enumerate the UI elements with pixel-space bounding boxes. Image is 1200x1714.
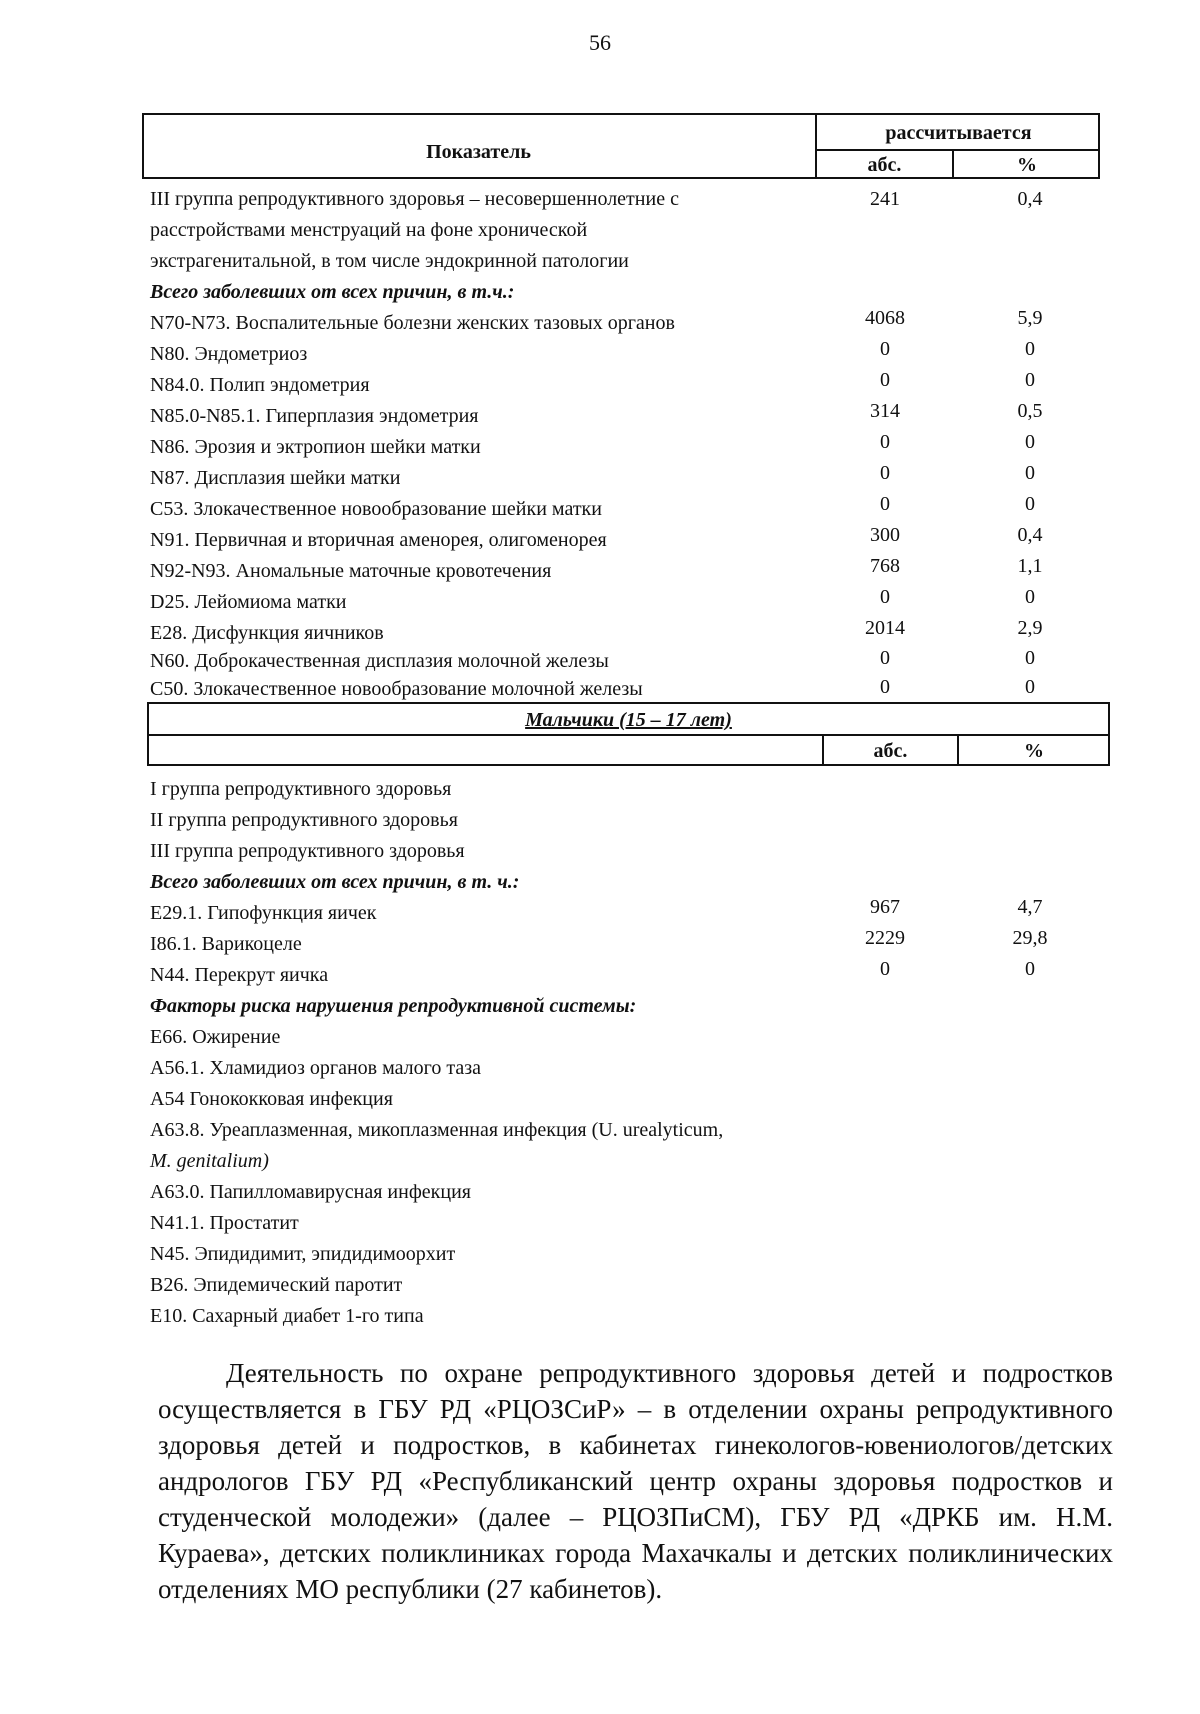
- row-pct: 1,1: [1017, 555, 1043, 577]
- row-section-title: Факторы риска нарушения репродуктивной системы:: [150, 995, 637, 1017]
- row-label: N92-N93. Аномальные маточные кровотечения: [150, 560, 552, 582]
- row-label: N60. Доброкачественная дисплазия молочной железы: [150, 650, 609, 672]
- row-abs: 2229: [865, 927, 905, 949]
- row-label: III группа репродуктивного здоровья: [150, 840, 465, 862]
- row-label: E10. Сахарный диабет 1-го типа: [150, 1305, 424, 1327]
- row-label: A63.8. Уреаплазменная, микоплазменная инфекция (U. urealyticum,: [150, 1119, 724, 1141]
- body-paragraph: Деятельность по охране репродуктивного здоровья детей и подростков осуществляется в ГБУ РД «РЦОЗСиР» – в отделении охраны репродуктивного здоровья детей и подростков, в кабинетах гинекологов-ювениологов/детских андрологов ГБУ РД «Республиканский центр охраны здоровья подростков и студенческой молодежи» (далее – РЦОЗПиСМ), ГБУ РД «ДРКБ им. Н.М. Кураева», детских поликлиниках города Махачкалы и детских поликлинических отделениях МО республики (27 кабинетов).: [158, 1358, 1113, 1604]
- row-label: N41.1. Простатит: [150, 1212, 299, 1234]
- boys-section-title: Мальчики (15 – 17 лет): [525, 709, 732, 731]
- page-number: 56: [589, 30, 611, 55]
- row-abs: 0: [880, 586, 890, 608]
- row-abs: 0: [880, 431, 890, 453]
- row-label: D25. Лейомиома матки: [150, 591, 347, 613]
- row-abs: 314: [870, 400, 900, 422]
- row-label: N80. Эндометриоз: [150, 343, 308, 365]
- row-label: расстройствами менструаций на фоне хронической: [150, 219, 588, 241]
- row-pct: 2,9: [1017, 617, 1043, 639]
- row-pct: 0: [1025, 493, 1035, 515]
- row-pct: 0: [1025, 958, 1035, 980]
- row-label: N84.0. Полип эндометрия: [150, 374, 370, 396]
- row-abs: 2014: [865, 617, 905, 639]
- row-label: C50. Злокачественное новообразование молочной железы: [150, 678, 643, 700]
- column-header-abs: абс.: [867, 154, 902, 176]
- row-label: C53. Злокачественное новообразование шейки матки: [150, 498, 602, 520]
- row-label: A54 Гонококковая инфекция: [150, 1088, 393, 1110]
- row-pct: 4,7: [1017, 896, 1043, 918]
- row-abs: 0: [880, 369, 890, 391]
- row-pct: 0: [1025, 338, 1035, 360]
- row-abs: 967: [870, 896, 900, 918]
- table-header-divider: [815, 149, 1100, 151]
- column-header-calculated: рассчитывается: [885, 122, 1032, 144]
- row-pct: 0,4: [1017, 188, 1043, 210]
- row-pct: 0: [1025, 676, 1035, 698]
- boys-header-divider: [147, 734, 1110, 736]
- row-abs: 241: [870, 188, 900, 210]
- row-abs: 0: [880, 676, 890, 698]
- row-pct: 0,4: [1017, 524, 1043, 546]
- row-label: A56.1. Хламидиоз органов малого таза: [150, 1057, 482, 1079]
- row-pct: 0: [1025, 586, 1035, 608]
- row-label: M. genitalium): [150, 1150, 269, 1172]
- boys-column-abs: абс.: [873, 740, 908, 762]
- row-abs: 0: [880, 647, 890, 669]
- row-label: E66. Ожирение: [150, 1026, 281, 1048]
- row-abs: 0: [880, 958, 890, 980]
- row-abs: 4068: [865, 307, 905, 329]
- row-label: N44. Перекрут яичка: [150, 964, 329, 986]
- row-pct: 0: [1025, 431, 1035, 453]
- row-section-title: Всего заболевших от всех причин, в т. ч.:: [150, 871, 520, 893]
- row-pct: 0: [1025, 369, 1035, 391]
- row-label: E29.1. Гипофункция яичек: [150, 902, 377, 924]
- row-label: A63.0. Папилломавирусная инфекция: [150, 1181, 471, 1203]
- row-label: I группа репродуктивного здоровья: [150, 778, 452, 800]
- row-label: N87. Дисплазия шейки матки: [150, 467, 401, 489]
- row-label: N91. Первичная и вторичная аменорея, олигоменорея: [150, 529, 607, 551]
- row-label: экстрагенитальной, в том числе эндокринной патологии: [150, 250, 629, 272]
- row-label: E28. Дисфункция яичников: [150, 622, 384, 644]
- row-abs: 0: [880, 462, 890, 484]
- row-label: N45. Эпидидимит, эпидидимоорхит: [150, 1243, 456, 1265]
- row-label: N85.0-N85.1. Гиперплазия эндометрия: [150, 405, 479, 427]
- row-label: II группа репродуктивного здоровья: [150, 809, 458, 831]
- row-pct: 5,9: [1017, 307, 1043, 329]
- row-label: N70-N73. Воспалительные болезни женских тазовых органов: [150, 312, 675, 334]
- row-abs: 768: [870, 555, 900, 577]
- column-header-indicator: Показатель: [426, 141, 531, 163]
- column-header-pct: %: [1017, 154, 1037, 176]
- row-pct: 29,8: [1012, 927, 1048, 949]
- boys-column-pct: %: [1024, 740, 1044, 762]
- row-pct: 0,5: [1017, 400, 1043, 422]
- row-label: B26. Эпидемический паротит: [150, 1274, 403, 1296]
- row-section-title: Всего заболевших от всех причин, в т.ч.:: [150, 281, 515, 303]
- row-abs: 300: [870, 524, 900, 546]
- row-pct: 0: [1025, 462, 1035, 484]
- row-pct: 0: [1025, 647, 1035, 669]
- row-label: I86.1. Варикоцеле: [150, 933, 302, 955]
- row-abs: 0: [880, 338, 890, 360]
- row-label: N86. Эрозия и эктропион шейки матки: [150, 436, 481, 458]
- row-abs: 0: [880, 493, 890, 515]
- row-label: III группа репродуктивного здоровья – несовершеннолетние с: [150, 188, 679, 210]
